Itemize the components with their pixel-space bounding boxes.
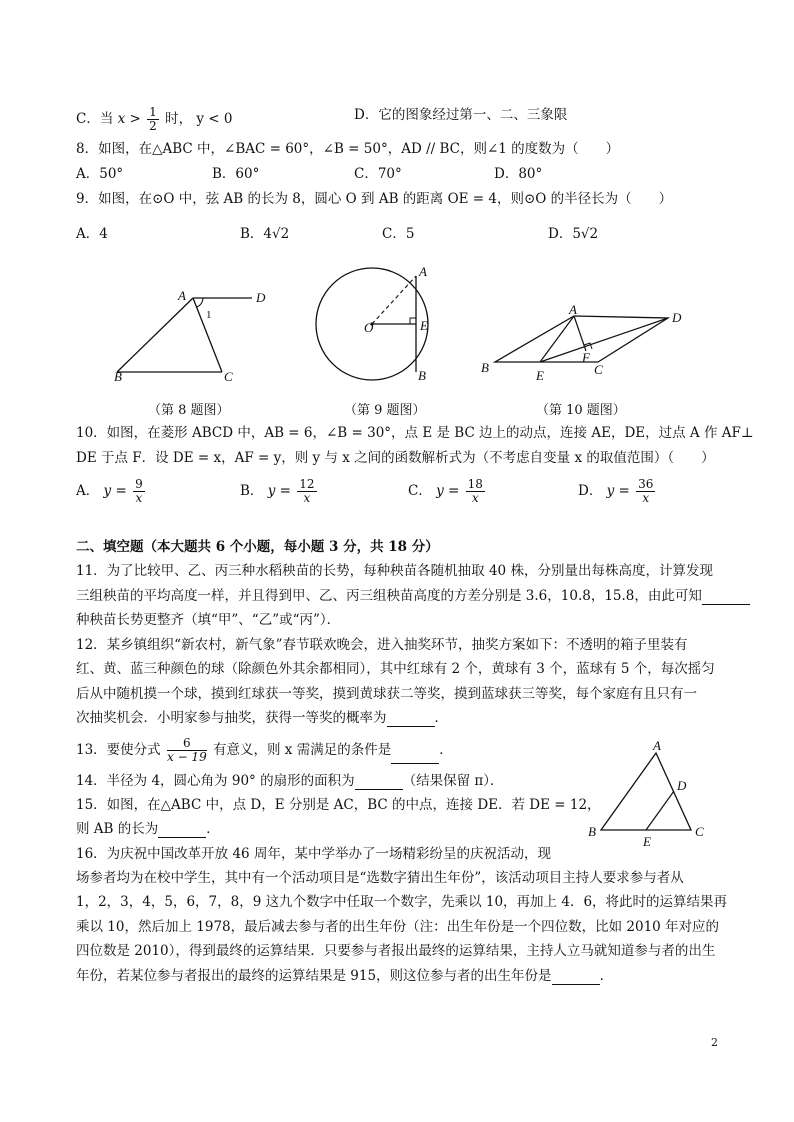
q9-option-a: A．4 — [76, 226, 108, 242]
option-y-equals: y = — [436, 483, 460, 499]
q8-option-d: D．80° — [494, 166, 543, 182]
fig8-label-a: A — [178, 288, 186, 303]
option-fraction — [466, 478, 485, 505]
q10-option-d — [578, 478, 657, 505]
fig15-label-a: A — [653, 738, 661, 753]
figure-10-caption: （第 10 题图） — [536, 403, 626, 418]
fig10-label-b: B — [481, 360, 489, 375]
option-fraction — [133, 478, 145, 505]
figure-8-caption: （第 8 题图） — [148, 403, 230, 418]
q12-line-4 — [76, 709, 448, 727]
fig8-angle-1-arc — [197, 298, 203, 307]
q7-option-c-prefix: C．当 — [76, 111, 114, 127]
q14-prefix: 14．半径为 4，圆心角为 90° 的扇形的面积为 — [76, 773, 355, 789]
fig15-segment-de — [646, 791, 674, 830]
q10-option-c — [408, 478, 487, 505]
option-label: A． — [76, 483, 100, 499]
q7-option-d: D．它的图象经过第一、二、三象限 — [354, 107, 568, 123]
q15-line-1: 15．如图，在△ABC 中，点 D，E 分别是 AC，BC 的中点，连接 DE．若 DE = 12， — [76, 797, 601, 813]
q11-line-2-text: 三组秧苗的平均高度一样，并且得到甲、乙、丙三组秧苗高度的方差分别是 3.6，10.8，15.8，由此可知 — [76, 588, 702, 604]
option-y-equals: y = — [606, 483, 630, 499]
figure-15-diagram — [585, 738, 715, 850]
q9-stem: 9．如图，在⊙O 中，弦 AB 的长为 8，圆心 O 到 AB 的距离 OE = 4，则⊙O 的半径长为（ ） — [76, 191, 673, 207]
fig9-label-a: A — [419, 264, 427, 279]
fig10-segment-ae — [540, 316, 574, 362]
q10-stem-line-2: DE 于点 F．设 DE = x，AF = y，则 y 与 x 之间的函数解析式为（不考虑自变量 x 的取值范围）（ ） — [76, 450, 715, 466]
q14-answer-blank[interactable] — [355, 775, 403, 790]
q15-answer-blank[interactable] — [158, 823, 206, 838]
q16-line-4: 乘以 10，然后加上 1978，最后减去参与者的出生年份（注：出生年份是一个四位数，比如 2010 年对应的 — [76, 919, 720, 935]
section-2-title: 二、填空题（本大题共 6 个小题，每小题 3 分，共 18 分） — [76, 539, 439, 555]
q11-line-3: 种秧苗长势更整齐（填“甲”、“乙”或“丙”）． — [76, 612, 341, 628]
q12-line-4-text: 次抽奖机会．小明家参与抽奖，获得一等奖的概率为 — [76, 710, 387, 726]
q14-line — [76, 772, 504, 790]
q10-stem-line-1: 10．如图，在菱形 ABCD 中，AB = 6，∠B = 30°，点 E 是 BC 边上的动点，连接 AE，DE，过点 A 作 AF⊥ — [76, 425, 754, 441]
fraction-denominator: 2 — [149, 119, 157, 133]
fig10-label-c: C — [594, 362, 603, 377]
q16-line-1: 16．为庆祝中国改革开放 46 周年，某中学举办了一场精彩纷呈的庆祝活动，现 — [76, 846, 551, 862]
option-fraction — [636, 478, 655, 505]
q16-answer-blank[interactable] — [552, 970, 600, 985]
q8-option-a: A．50° — [76, 166, 124, 182]
fraction-numerator: 1 — [149, 105, 157, 119]
q7-option-c-fraction — [147, 106, 159, 133]
q13-answer-blank[interactable] — [391, 749, 439, 764]
q8-option-c: C．70° — [354, 166, 402, 182]
q9-option-c: C．5 — [382, 226, 415, 242]
fig8-label-d: D — [256, 290, 266, 305]
q13-suffix: 有意义，则 x 需满足的条件是 — [213, 742, 392, 758]
fig9-label-o: O — [364, 320, 374, 335]
option-label: C． — [408, 483, 432, 499]
fig9-label-e: E — [420, 318, 428, 333]
option-y-equals: y = — [103, 483, 127, 499]
q16-line-5: 四位数是 2010），得到最终的运算结果．只要参与者报出最终的运算结果，主持人立马就知道参与者的出生 — [76, 943, 716, 959]
fraction-numerator: 6 — [167, 737, 207, 751]
fig8-label-1: 1 — [206, 309, 212, 321]
q11-line-2 — [76, 587, 750, 605]
fig9-right-angle-mark — [410, 318, 416, 324]
fig8-segment-ab — [117, 298, 193, 372]
q13-fraction — [167, 737, 207, 764]
q13-line — [76, 737, 453, 764]
figure-9-diagram — [310, 262, 450, 392]
q8-stem: 8．如图，在△ABC 中，∠BAC = 60°，∠B = 50°，AD // BC，则∠1 的度数为（ ） — [76, 141, 620, 157]
q16-line-2: 场参者均为在校中学生，其中有一个活动项目是“选数字猜出生年份”，该活动项目主持人要求参与者从 — [76, 870, 684, 886]
q14-suffix: （结果保留 π）． — [402, 773, 504, 789]
fig9-label-b: B — [418, 368, 426, 383]
fig10-segment-af — [574, 316, 586, 351]
q11-line-1: 11．为了比较甲、乙、丙三种水稻秧苗的长势，每种秧苗各随机抽取 40 株，分别量出每株高度，计算发现 — [76, 563, 713, 579]
q16-line-6 — [76, 967, 613, 985]
q7-option-c — [76, 106, 233, 133]
q12-line-4-end: ． — [434, 710, 448, 726]
q10-option-b — [240, 478, 319, 505]
q15-line-2-text: 则 AB 的长为 — [76, 821, 159, 837]
option-y-equals: y = — [267, 483, 291, 499]
option-fraction — [297, 478, 316, 505]
figure-8-diagram — [100, 280, 300, 390]
q16-line-6-text: 年份，若某位参与者报出的最终的运算结果是 915，则这位参与者的出生年份是 — [76, 968, 552, 984]
q15-line-2 — [76, 820, 220, 838]
fig15-label-e: E — [643, 834, 651, 849]
q12-line-1: 12．某乡镇组织“新农村，新气象”春节联欢晚会，进入抽奖环节，抽奖方案如下：不透明的箱子里装有 — [76, 637, 688, 653]
q15-line-2-end: ． — [206, 821, 220, 837]
fraction-denominator: x — [642, 491, 650, 505]
q10-option-a — [76, 478, 147, 505]
fig10-label-f: F — [582, 350, 590, 365]
fig10-label-e: E — [536, 368, 544, 383]
q16-line-3: 1，2，3，4，5，6，7，8，9 这九个数字中任取一个数字，先乘以 10，再加上 4．6，将此时的运算结果再 — [76, 894, 728, 910]
fraction-denominator: x — [303, 491, 311, 505]
fraction-denominator: x — [135, 491, 143, 505]
fig15-label-c: C — [695, 824, 704, 839]
q12-line-3: 后从中随机摸一个球，摸到红球获一等奖，摸到黄球获二等奖，摸到蓝球获三等奖，每个家庭有且只有一 — [76, 686, 697, 702]
q9-option-d: D．5√2 — [548, 226, 599, 242]
option-label: D． — [578, 483, 603, 499]
q11-answer-blank[interactable] — [702, 590, 750, 605]
q13-end: ． — [439, 742, 453, 758]
q16-line-6-end: ． — [599, 968, 614, 984]
fraction-denominator: x — [471, 491, 479, 505]
q7-option-c-suffix: 时， y < 0 — [165, 111, 233, 127]
fraction-denominator: x − 19 — [166, 750, 207, 764]
q12-answer-blank[interactable] — [387, 712, 435, 727]
fraction-numerator: 18 — [467, 477, 483, 491]
figure-9-caption: （第 9 题图） — [344, 403, 426, 418]
fig10-label-a: A — [569, 302, 577, 317]
fig8-label-b: B — [114, 369, 122, 384]
q7-option-c-inequality: x > — [117, 111, 141, 127]
fraction-numerator: 12 — [299, 477, 315, 491]
fraction-numerator: 9 — [135, 477, 143, 491]
q13-prefix: 13．要使分式 — [76, 742, 161, 758]
option-label: B． — [240, 483, 264, 499]
figure-10-diagram — [478, 298, 693, 388]
fraction-numerator: 36 — [638, 477, 654, 491]
fig9-radius-oa — [372, 276, 416, 324]
fig8-label-c: C — [224, 369, 233, 384]
q8-option-b: B．60° — [212, 166, 260, 182]
fig15-label-d: D — [677, 778, 687, 793]
q12-line-2: 红、黄、蓝三种颜色的球（除颜色外其余都相同），其中红球有 2 个，黄球有 3 个，蓝球有 5 个，每次摇匀 — [76, 661, 715, 677]
page-number: 2 — [711, 1036, 718, 1049]
fig10-label-d: D — [672, 310, 682, 325]
fig15-label-b: B — [588, 824, 596, 839]
q9-option-b: B．4√2 — [240, 226, 290, 242]
